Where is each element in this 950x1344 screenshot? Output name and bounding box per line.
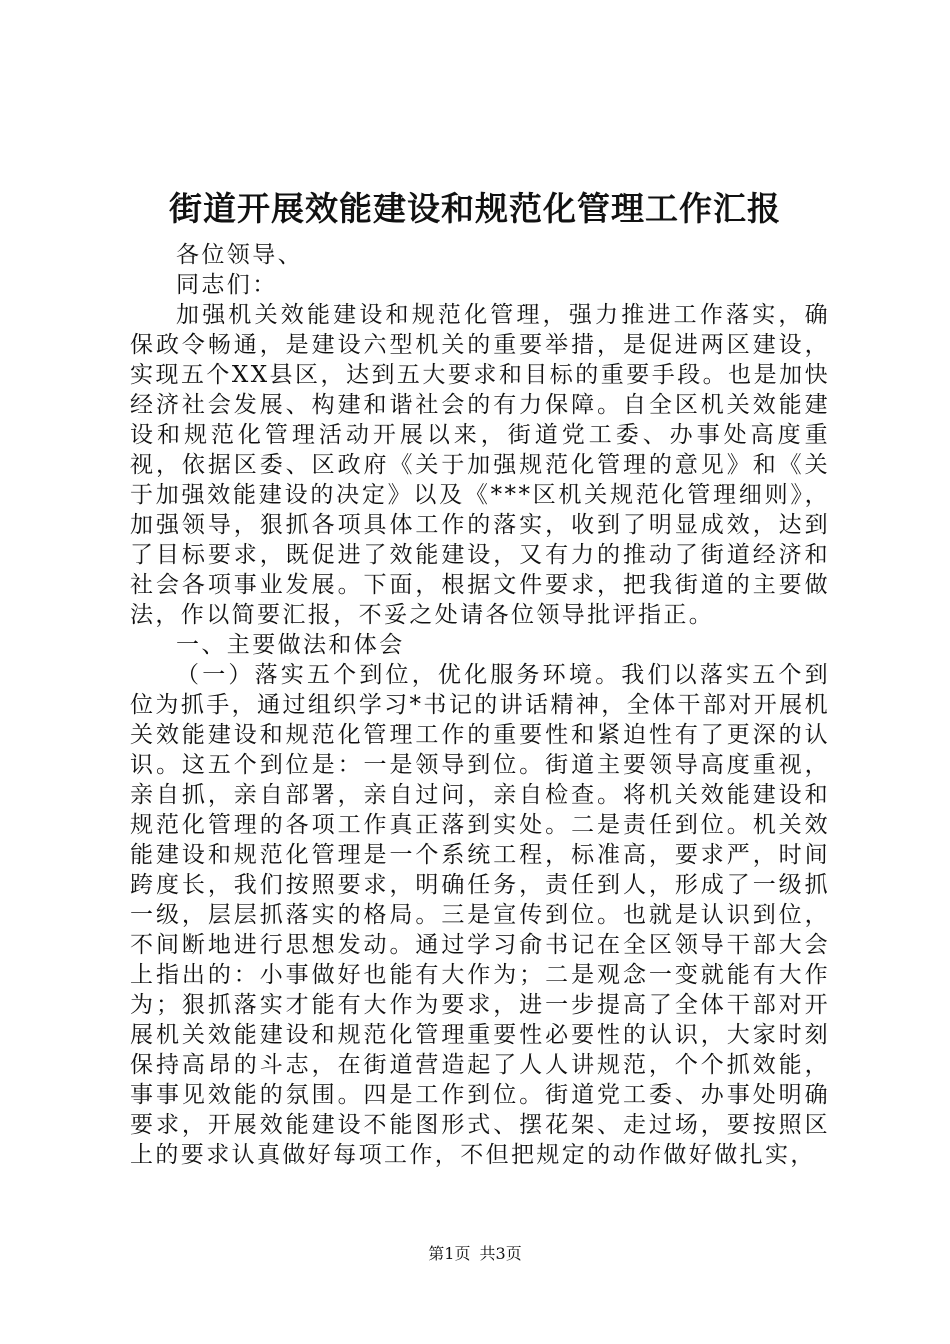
- section-paragraph: （一）落实五个到位，优化服务环境。我们以落实五个到位为抓手，通过组织学习*书记的讲话精神，全体干部对开展机关效能建设和规范化管理工作的重要性和紧迫性有了更深的认识。这五个到位是：一是领导到位。街道主要领导高度重视，亲自抓，亲自部署，亲自过问，亲自检查。将机关效能建设和规范化管理的各项工作真正落到实处。二是责任到位。机关效能建设和规范化管理是一个系统工程，标准高，要求严，时间跨度长，我们按照要求，明确任务，责任到人，形成了一级抓一级，层层抓落实的格局。三是宣传到位。也就是认识到位，不间断地进行思想发动。通过学习俞书记在全区领导干部大会上指出的：小事做好也能有大作为；二是观念一变就能有大作为；狠抓落实才能有大作为要求，进一步提高了全体干部对开展机关效能建设和规范化管理重要性必要性的认识，大家时刻保持高昂的斗志，在街道营造起了人人讲规范，个个抓效能，事事见效能的氛围。四是工作到位。街道党工委、办事处明确要求，开展效能建设不能图形式、摆花架、走过场，要按照区上的要求认真做好每项工作，不但把规定的动作做好做扎实，: [130, 662, 830, 1168]
- document-title: 街道开展效能建设和规范化管理工作汇报: [169, 189, 781, 228]
- salutation-line-1: 各位领导、: [176, 242, 303, 268]
- page-total: 共3页: [479, 1244, 522, 1263]
- page-number: 第1页: [428, 1244, 471, 1263]
- page-footer: [0, 1244, 950, 1264]
- document-body: [130, 240, 830, 1170]
- intro-paragraph: 加强机关效能建设和规范化管理，强力推进工作落实，确保政令畅通，是建设六型机关的重要举措，是促进两区建设，实现五个XX县区，达到五大要求和目标的重要手段。也是加快经济社会发展、构建和谐社会的有力保障。自全区机关效能建设和规范化管理活动开展以来，街道党工委、办事处高度重视，依据区委、区政府《关于加强规范化管理的意见》和《关于加强效能建设的决定》以及《***区机关规范化管理细则》，加强领导，狠抓各项具体工作的落实，收到了明显成效，达到了目标要求，既促进了效能建设，又有力的推动了街道经济和社会各项事业发展。下面，根据文件要求，把我街道的主要做法，作以简要汇报，不妥之处请各位领导批评指正。: [130, 302, 830, 628]
- section-heading: 一、主要做法和体会: [176, 632, 405, 658]
- salutation-line-2: 同志们：: [176, 272, 278, 298]
